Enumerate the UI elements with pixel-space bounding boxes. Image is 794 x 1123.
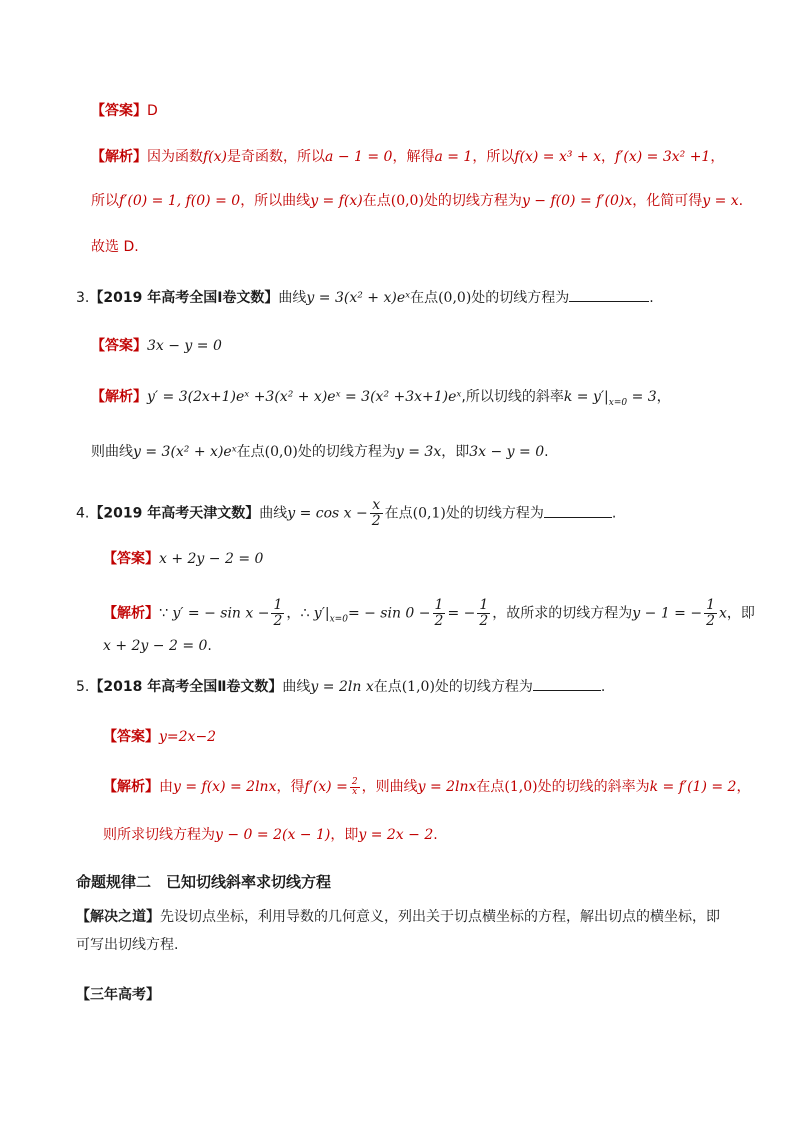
q3-question [76,288,654,308]
fraction-numerator: 1 [479,597,489,613]
math: (1,0) [504,779,538,795]
math: 3x − y = 0 [469,444,545,460]
math: f′(x) = 3x² +1 [615,149,711,165]
text: . [433,827,438,843]
math: a − 1 = 0 [325,149,393,165]
question-source: 【2019 年高考天津文数】 [89,505,260,522]
q4-analysis-line2 [103,636,212,656]
text: 在点 [410,290,439,306]
text: ， [656,389,671,405]
text: 在点 [476,779,505,795]
math: = 3 [627,389,657,405]
answer-blank [533,678,601,691]
fraction [704,598,717,629]
text: 处的切线方程为 [297,444,396,460]
math: y − f(0) = f′(0)x [521,193,633,209]
text: ，化简可得 [632,193,703,209]
text: ， [286,605,301,622]
math: y′ = − sin x − [172,605,270,622]
math: y − 0 = 2(x − 1) [215,827,331,843]
q3-analysis-line1 [91,387,671,413]
math: y = cos x − [287,505,368,522]
fraction-denominator: x [352,786,358,797]
text: 处的切线方程为 [434,679,533,695]
answer-label: 【答案】 [91,338,147,354]
math: y = 2ln x [310,679,374,695]
fraction-numerator: 1 [273,597,283,613]
math-subscript: x=0 [608,397,628,408]
math: (1,0) [401,679,435,695]
math: y = 2lnx [417,779,477,795]
math: k = f′(1) = 2 [649,779,737,795]
text: ，即 [330,827,359,843]
text: 所以 [91,193,119,209]
text: 由 [159,779,173,795]
method-line2: 可写出切线方程. [76,937,179,953]
math-subscript: x=0 [329,614,348,625]
text: 在点 [373,679,402,695]
text: ， [601,149,616,165]
math: k = y′| [563,389,609,405]
q4-analysis-line1 [103,598,755,629]
text: 在点 [384,505,413,522]
text: ,所以切线的斜率 [461,389,564,405]
question-number: 5. [76,679,90,695]
text: 是奇函数，所以 [227,149,326,165]
text: 在点 [236,444,265,460]
text: 曲线 [282,679,311,695]
text: 曲线 [278,290,307,306]
since-symbol: ∵ [159,605,168,622]
question-number: 3. [76,290,90,306]
text: ，所以曲线 [240,193,311,209]
q3-analysis-line2 [91,442,549,462]
text: ，即 [441,444,470,460]
fraction [350,778,360,797]
math: x + 2y − 2 = 0 [103,638,208,654]
answer-blank [569,289,649,302]
math: (0,0) [438,290,472,306]
text: ， [710,149,725,165]
text: . [544,444,549,460]
math: a = 1 [434,149,473,165]
text: ，故所求的切线方程为 [492,605,633,622]
math: y′ = 3(2x+1)eˣ +3(x² + x)eˣ = 3(x² +3x+1)eˣ [147,389,462,405]
text: 则所求切线方程为 [103,827,215,843]
text: 因为函数 [147,149,203,165]
math: = − [447,605,476,622]
math: (0,0) [390,193,424,209]
text: ，所以 [472,149,515,165]
math: y = x [702,193,739,209]
text: 在点 [362,193,391,209]
question-number: 4. [76,505,90,522]
q4-answer-line [103,549,263,569]
math: x [719,605,727,622]
text: ，即 [726,605,755,622]
text: 曲线 [259,505,288,522]
math: f(x) [203,149,228,165]
method-line1 [76,907,720,927]
q2-answer-line [91,101,158,121]
text: . [738,193,744,209]
fraction-denominator: 2 [273,613,283,629]
fraction-numerator: 1 [706,597,716,613]
question-source: 【2019 年高考全国Ⅰ卷文数】 [89,290,279,306]
text: 处的切线方程为 [445,505,544,522]
q5-question [76,677,605,697]
q5-answer-line [103,727,216,747]
math: (0,0) [264,444,298,460]
question-source: 【2018 年高考全国Ⅱ卷文数】 [89,679,283,695]
math: y = 3x [395,444,442,460]
math: = − sin 0 − [347,605,431,622]
math: f′(0) = 1, f(0) = 0 [119,193,241,209]
answer-value: x + 2y − 2 = 0 [159,551,264,567]
analysis-label: 【解析】 [91,389,147,405]
q4-question [76,498,616,529]
fraction [271,598,284,629]
three-years-heading: 【三年高考】 [76,987,160,1003]
section-title: 命题规律二 已知切线斜率求切线方程 [76,873,332,891]
text: . [611,505,617,522]
fraction-numerator: 1 [434,597,444,613]
analysis-label: 【解析】 [91,149,147,165]
text: 处的切线方程为 [471,290,570,306]
math: y = 3(x² + x)eˣ [306,290,411,306]
fraction [433,598,446,629]
text: ，解得 [392,149,435,165]
answer-label: 【答案】 [103,729,159,745]
text: . [600,679,606,695]
q2-conclusion: 故选 D. [91,239,139,255]
fraction-numerator: 2 [351,776,358,787]
text: . [207,638,212,654]
fraction-numerator: x [370,498,383,514]
fraction-denominator: 2 [706,613,716,629]
fraction-denominator: 2 [371,513,381,529]
answer-label: 【答案】 [103,551,159,567]
text: ，得 [276,779,305,795]
fraction-denominator: 2 [479,613,489,629]
text: 处的切线方程为 [423,193,522,209]
therefore-symbol: ∴ [300,605,310,622]
math: f(x) = x³ + x [514,149,602,165]
math: y = 2x − 2 [358,827,434,843]
answer-blank [544,505,612,518]
answer-label: 【答案】 [91,103,147,119]
math: y = f(x) = 2lnx [173,779,277,795]
fraction [370,498,383,529]
answer-value: y=2x−2 [159,729,217,745]
q2-analysis-line2 [91,191,743,211]
q3-answer-line [91,336,222,356]
fraction [477,598,490,629]
answer-value: 3x − y = 0 [147,338,222,354]
analysis-label: 【解析】 [103,779,159,795]
text: 则曲线 [91,444,133,460]
math: y − 1 = − [632,605,703,622]
method-label: 【解决之道】 [76,909,160,925]
math: y = f(x) [310,193,363,209]
analysis-label: 【解析】 [103,605,159,622]
text: ，则曲线 [361,779,418,795]
answer-value: D [147,103,158,119]
q2-analysis-line1 [91,147,724,167]
text: 处的切线的斜率为 [537,779,650,795]
text: . [649,290,654,306]
q5-analysis-line2 [103,825,438,845]
fraction-denominator: 2 [434,613,444,629]
text: ， [736,779,751,795]
math: y = 3(x² + x)eˣ [133,444,237,460]
math: f′(x) = [304,779,348,795]
math: (0,1) [412,505,446,522]
math: y′| [313,605,330,622]
q5-analysis-line1 [103,777,750,797]
method-text: 先设切点坐标，利用导数的几何意义，列出关于切点横坐标的方程，解出切点的横坐标，即 [160,909,720,925]
